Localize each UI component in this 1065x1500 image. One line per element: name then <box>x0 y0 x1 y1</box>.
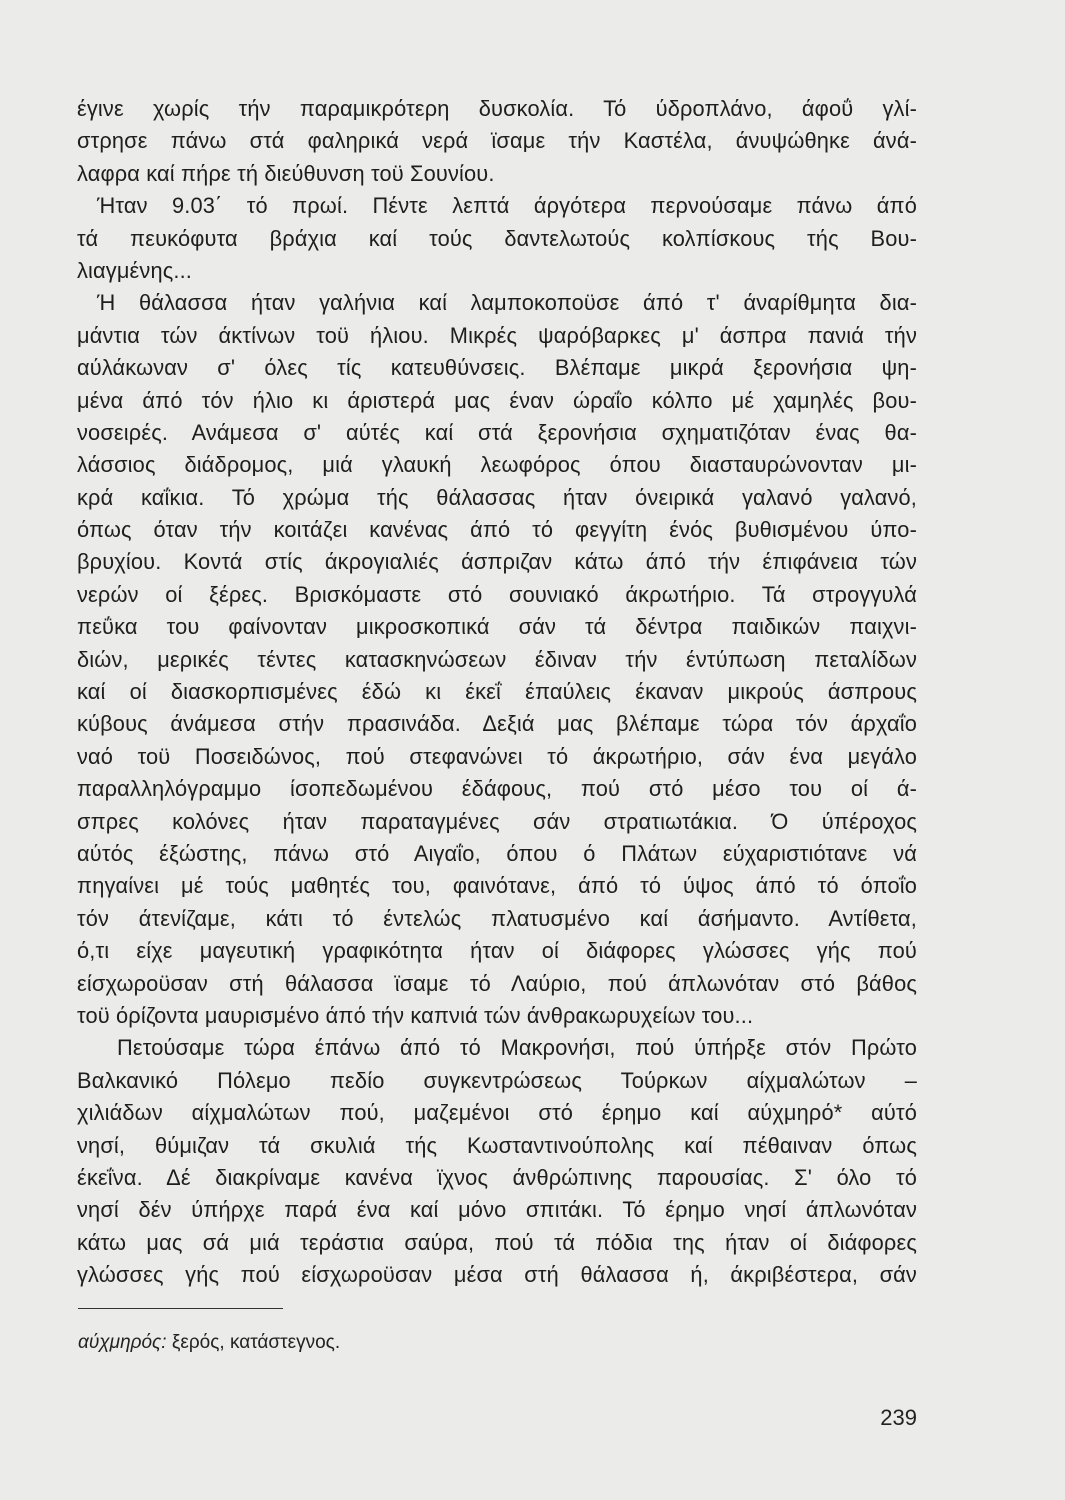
text-line: τοϋ όρίζοντα μαυρισμένο άπό τήν καπνιά τών άνθρακωρυχείων του... <box>77 1002 754 1028</box>
text-line: πηγαίνει μέ τούς μαθητές του, φαινότανε, άπό τό ύψος άπό τό όποΐο <box>77 873 917 899</box>
text-line: Πετούσαμε τώρα έπάνω άπό τό Μακρονήσι, πού ύπήρξε στόν Πρώτο <box>117 1035 917 1061</box>
footnote-term: αύχμηρός: <box>78 1332 167 1353</box>
text-line: έκεΐνα. Δέ διακρίναμε κανένα ϊχνος άνθρώπινης παρουσίας. Σ' όλο τό <box>77 1164 917 1190</box>
text-line: μάντια τών άκτίνων τοϋ ήλιου. Μικρές ψαρόβαρκες μ' άσπρα πανιά τήν <box>77 322 917 348</box>
text-line: λαφρα καί πήρε τή διεύθυνση τοϋ Σουνίου. <box>77 160 495 186</box>
text-line: ναό τοϋ Ποσειδώνος, πού στεφανώνει τό άκρωτήριο, σάν ένα μεγάλο <box>77 743 917 769</box>
text-line: λιαγμένης... <box>77 257 193 283</box>
text-line: Ήταν 9.03΄ τό πρωί. Πέντε λεπτά άργότερα περνούσαμε πάνω άπό <box>97 193 917 219</box>
text-line: γλώσσες γής πού είσχωροϋσαν μέσα στή θάλασσα ή, άκριβέστερα, σάν <box>77 1262 917 1288</box>
footnote-definition: ξερός, κατάστεγνος. <box>166 1332 341 1353</box>
text-line: νερών οί ξέρες. Βρισκόμαστε στό σουνιακό άκρωτήριο. Τά στρογγυλά <box>77 581 917 607</box>
text-line: στρησε πάνω στά φαληρικά νερά ϊσαμε τήν Καστέλα, άνυψώθηκε άνά- <box>77 128 917 154</box>
text-line: αύλάκωναν σ' όλες τίς κατευθύνσεις. Βλέπαμε μικρά ξερονήσια ψη- <box>77 355 917 381</box>
text-line: όπως όταν τήν κοιτάζει κανένας άπό τό φεγγίτη ένός βυθισμένου ύπο- <box>77 517 917 543</box>
body-text <box>77 93 917 1291</box>
text-line: αύτός έξώστης, πάνω στό Αιγαΐο, όπου ό Πλάτων εύχαριστιότανε νά <box>77 840 917 866</box>
text-line: σπρες κολόνες ήταν παραταγμένες σάν στρατιωτάκια. Ό ύπέροχος <box>77 808 917 834</box>
text-line: έγινε χωρίς τήν παραμικρότερη δυσκολία. Τό ύδροπλάνο, άφοΰ γλί- <box>77 96 917 121</box>
text-line: είσχωροϋσαν στή θάλασσα ϊσαμε τό Λαύριο, πού άπλωνόταν στό βάθος <box>77 970 917 996</box>
text-line: μένα άπό τόν ήλιο κι άριστερά μας έναν ώραΐο κόλπο μέ χαμηλές βου- <box>77 387 917 413</box>
text-line: διών, μερικές τέντες κατασκηνώσεων έδιναν τήν έντύπωση πεταλίδων <box>77 646 917 672</box>
text-line: ό,τι είχε μαγευτική γραφικότητα ήταν οί διάφορες γλώσσες γής πού <box>77 938 917 964</box>
text-line: κύβους άνάμεσα στήν πρασινάδα. Δεξιά μας βλέπαμε τώρα τόν άρχαΐο <box>77 711 917 737</box>
text-line: χιλιάδων αίχμαλώτων πού, μαζεμένοι στό έρημο καί αύχμηρό* αύτό <box>77 1100 917 1126</box>
text-line: πεΰκα του φαίνονταν μικροσκοπικά σάν τά δέντρα παιδικών παιχνι- <box>77 614 917 640</box>
footnote <box>78 1330 340 1356</box>
footnote-divider <box>78 1308 283 1309</box>
text-line: βρυχίου. Κοντά στίς άκρογιαλιές άσπριζαν κάτω άπό τήν έπιφάνεια τών <box>77 549 917 575</box>
text-line: κάτω μας σά μιά τεράστια σαύρα, πού τά πόδια της ήταν οί διάφορες <box>77 1229 917 1255</box>
text-line: νοσειρές. Ανάμεσα σ' αύτές καί στά ξερονήσια σχηματιζόταν ένας θα- <box>77 419 917 445</box>
text-line: νησί, θύμιζαν τά σκυλιά τής Κωσταντινούπολης καί πέθαιναν όπως <box>77 1132 917 1158</box>
text-line: Ή θάλασσα ήταν γαλήνια καί λαμποκοποϋσε άπό τ' άναρίθμητα δια- <box>97 290 917 316</box>
page-number: 239 <box>880 1405 917 1430</box>
text-line: Βαλκανικό Πόλεμο πεδίο συγκεντρώσεως Τούρκων αίχμαλώτων – <box>77 1067 917 1093</box>
text-line: νησί δέν ύπήρχε παρά ένα καί μόνο σπιτάκι. Τό έρημο νησί άπλωνόταν <box>77 1197 917 1223</box>
text-line: κρά καΐκια. Τό χρώμα τής θάλασσας ήταν όνειρικά γαλανό γαλανό, <box>77 484 917 510</box>
text-line: τόν άτενίζαμε, κάτι τό έντελώς πλατυσμένο καί άσήμαντο. Αντίθετα, <box>77 905 917 931</box>
text-line: παραλληλόγραμμο ίσοπεδωμένου έδάφους, πού στό μέσο του οί ά- <box>77 776 917 802</box>
text-line: λάσσιος διάδρομος, μιά γλαυκή λεωφόρος όπου διασταυρώνονταν μι- <box>77 452 917 478</box>
text-line: καί οί διασκορπισμένες έδώ κι έκεΐ έπαύλεις έκαναν μικρούς άσπρους <box>77 679 917 705</box>
text-line: τά πευκόφυτα βράχια καί τούς δαντελωτούς κολπίσκους τής Βου- <box>77 225 917 251</box>
